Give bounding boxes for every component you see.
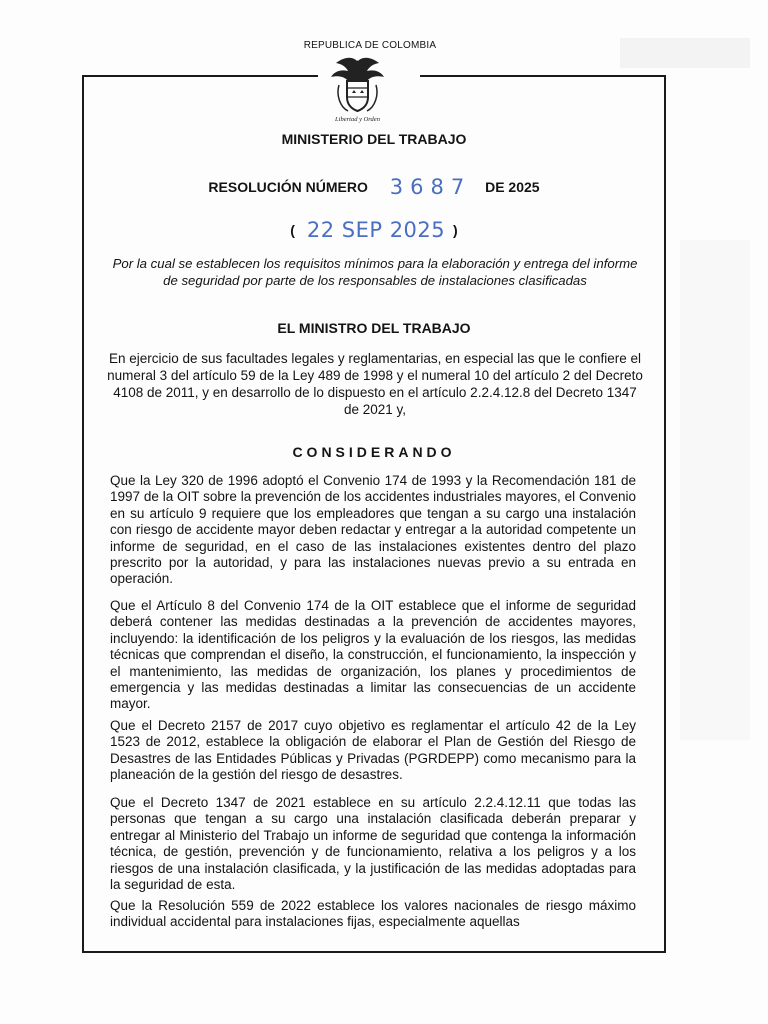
considerando-paragraph: Que el Decreto 1347 de 2021 establece en su artículo 2.2.4.12.11 que todas las personas que tengan a su cargo una instalación clasificada deberán preparar y entregar al Ministerio del Trabajo un informe de seguridad que contenga la información técnica, de gestión, prevención y de funcionamiento, relativa a los peligros y a los riesgos de una instalación clasificada, y la justificación de las medidas adoptadas para la seguridad de esta. xyxy=(110,795,636,893)
considerando-paragraph: Que el Decreto 2157 de 2017 cuyo objetivo es reglamentar el artículo 42 de la Ley 1523 de 2012, establece la obligación de elaborar el Plan de Gestión del Riesgo de Desastres de las Entidades Públicas y Privadas (PGRDEPP) como mecanismo para la planeación de la gestión del riesgo de desastres. xyxy=(110,718,636,783)
resolution-label: RESOLUCIÓN NÚMERO xyxy=(208,179,368,195)
preamble-text: En ejercicio de sus facultades legales y reglamentarias, en especial las que le confiere el numeral 3 del artículo 59 de la Ley 489 de 1998 y el numeral 10 del artículo 2 del Decreto 4108 de 2011, y en desarrollo de lo dispuesto en el artículo 2.2.4.12.8 del Decreto 1347 de 2021 y, xyxy=(107,351,643,417)
bleed-through-right xyxy=(680,240,750,740)
ministry-title: MINISTERIO DEL TRABAJO xyxy=(281,131,467,147)
resolution-year: DE 2025 xyxy=(485,179,540,195)
resolution-date-line xyxy=(82,216,666,240)
resolution-date-stamp: 22 SEP 2025 xyxy=(306,218,446,242)
country-heading: REPUBLICA DE COLOMBIA xyxy=(303,40,437,51)
resolution-subject: Por la cual se establecen los requisitos mínimos para la elaboración y entrega del informe de seguridad por parte de los responsables de instalaciones clasificadas xyxy=(112,256,638,288)
minister-heading: EL MINISTRO DEL TRABAJO xyxy=(277,320,471,336)
coat-of-arms-icon xyxy=(330,55,385,123)
date-close-paren: ) xyxy=(453,222,458,238)
resolution-number-stamp: 3687 xyxy=(389,175,472,199)
motto-text: Libertad y Orden xyxy=(335,116,380,123)
considerando-paragraph: Que el Artículo 8 del Convenio 174 de la OIT establece que el informe de seguridad deberá contener las medidas destinadas a la prevención de accidentes mayores, incluyendo: la identificación de los peligros y la evaluación de los riesgos, las medidas técnicas que comprendan el diseño, la construcción, el funcionamiento, la inspección y el mantenimiento, las medidas de organización, los planes y procedimientos de emergencia y las medidas destinadas a limitar las consecuencias de un accidente mayor. xyxy=(110,598,636,712)
considerando-heading: CONSIDERANDO xyxy=(292,444,456,460)
considerando-paragraph: Que la Resolución 559 de 2022 establece los valores nacionales de riesgo máximo individual accidental para instalaciones fijas, especialmente aquellas xyxy=(110,898,636,930)
resolution-number-line xyxy=(82,173,666,197)
considerando-paragraph: Que la Ley 320 de 1996 adoptó el Convenio 174 de 1993 y la Recomendación 181 de 1997 de la OIT sobre la prevención de los accidentes industriales mayores, el Convenio en su artículo 9 requiere que los empleadores que tengan a su cargo una instalación con riesgo de accidente mayor deben redactar y entregar a la autoridad competente un informe de seguridad, en el caso de las instalaciones existentes dentro del plazo prescrito por la autoridad, y para las instalaciones nuevas previo a su entrada en operación. xyxy=(110,473,636,587)
date-open-paren: ( xyxy=(290,222,295,238)
